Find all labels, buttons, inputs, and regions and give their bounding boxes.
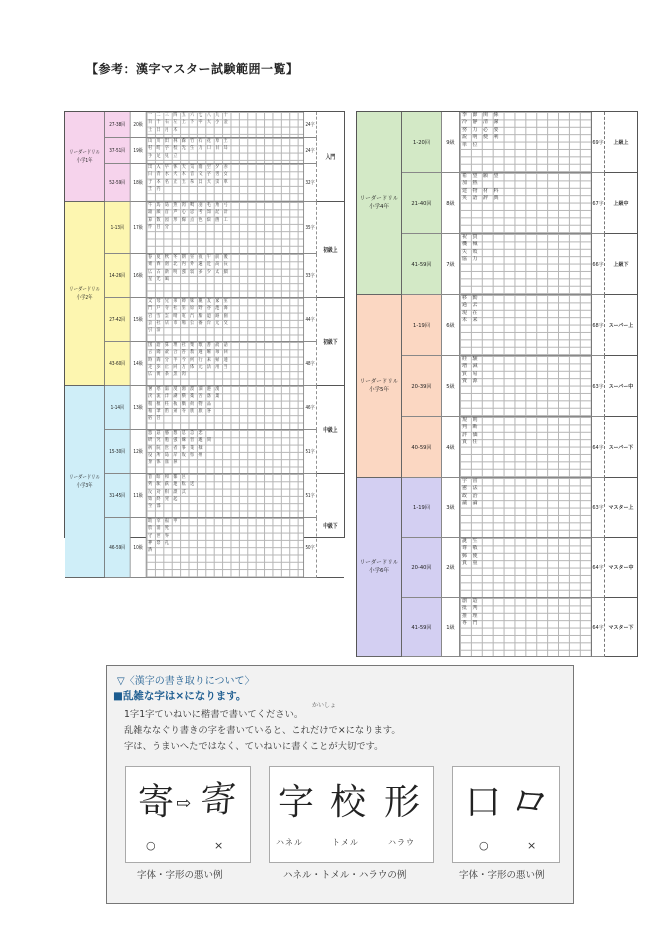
kanji-row: 祝賀 — [462, 234, 484, 240]
range-cell: 14-26回 — [105, 254, 131, 298]
count-cell: 66字 — [592, 234, 605, 295]
example-glyph-wrong: 寄 — [198, 777, 238, 824]
kanji-row: 加熱 — [462, 180, 484, 187]
kyu-cell: 4級 — [442, 417, 460, 478]
count-cell: 51字 — [304, 430, 317, 474]
range-cell: 1-20回 — [402, 112, 442, 173]
left-range-table — [64, 111, 345, 554]
kyu-cell: 18級 — [131, 164, 147, 202]
kanji-row: 走歩止同方体元活用当 — [148, 363, 233, 370]
kanji-row: 守世界 — [148, 532, 174, 539]
kanji-row: 決流洋湖横薬苦落葉 — [148, 393, 224, 400]
kanji-row: 責任 — [462, 439, 484, 446]
count-cell: 63字 — [592, 478, 605, 538]
kyu-cell: 10級 — [131, 518, 147, 578]
kanji-row: 門戸寺社里原野谷池海 — [148, 305, 233, 312]
kanji-row: 現在 — [462, 309, 484, 316]
kanji-grid — [460, 356, 592, 417]
kanji-row: 英語辞典 — [462, 195, 505, 202]
kanji-row: 東西南北内外遠近高長 — [148, 261, 233, 268]
instruction-line-3: 字は、うまいへたではなく、ていねいに書くことが大切です。 — [124, 741, 384, 752]
kanji-row: 箱筆笛第等族旅客 — [148, 407, 216, 414]
kanji-row: 村町学校先生力口目耳 — [148, 145, 233, 152]
level-cell: 中級上 — [317, 386, 344, 474]
kanji-grid — [147, 430, 304, 474]
instruction-line-2: 乱雑ななぐり書きの字を書いていると、これだけで×になります。 — [124, 725, 401, 736]
kanji-row: 過去 — [462, 302, 484, 309]
kanji-row: 貿易 — [462, 370, 484, 377]
kanji-row: 機械 — [462, 241, 484, 248]
kanji-row: 貴重 — [462, 560, 484, 567]
count-cell: 64字 — [592, 417, 605, 478]
count-cell: 68字 — [592, 295, 605, 356]
kanji-grid — [147, 112, 304, 138]
kanji-row: 暑寒温度湯波油港漢 — [148, 386, 224, 392]
kanji-row: 広古新明強弱多少太細 — [148, 268, 233, 275]
count-cell: 63字 — [592, 356, 605, 417]
kanji-row: 創造 — [462, 598, 484, 604]
kyu-cell: 1級 — [442, 598, 460, 657]
kyu-cell: 6級 — [442, 295, 460, 356]
example-glyph-correct: 寄 — [138, 782, 175, 823]
kanji-grid — [460, 598, 592, 657]
level-cell: 上級下 — [605, 234, 637, 295]
range-cell: 27-42回 — [105, 298, 131, 342]
kanji-row: 単位 — [462, 141, 484, 148]
count-cell: 64字 — [592, 538, 605, 598]
kanji-row: 憲法 — [462, 485, 484, 492]
kanji-row: 規則 — [462, 417, 484, 423]
correct-mark: ○ — [479, 839, 489, 852]
range-cell: 40-59回 — [402, 417, 442, 478]
count-cell: 32字 — [304, 164, 317, 202]
level-cell: スーパー下 — [605, 417, 637, 478]
kanji-row: 増減 — [462, 363, 484, 370]
level-cell: 初級上 — [317, 202, 344, 298]
kanji-row: 判断 — [462, 424, 484, 431]
kanji-grid — [147, 342, 304, 386]
kanji-grid — [147, 474, 304, 518]
count-cell: 35字 — [304, 202, 317, 254]
kanji-grid — [147, 138, 304, 164]
kanji-row: 神祭礼 — [148, 539, 174, 546]
left-table-body — [65, 112, 344, 554]
level-cell: 中級下 — [317, 474, 344, 578]
kanji-row: 全部 — [148, 503, 165, 510]
kanji-row: 推理 — [462, 612, 484, 619]
range-cell: 31-45回 — [105, 474, 131, 518]
note-haneru: ハネル — [276, 838, 303, 847]
count-cell: 33字 — [304, 254, 317, 298]
kanji-row: 始終発起 — [148, 495, 182, 502]
kanji-row: 出入早休天気雨空夕赤 — [148, 164, 233, 170]
range-cell: 52-59回 — [105, 164, 131, 202]
kanji-row: 議論 — [462, 500, 484, 507]
count-cell: 67字 — [592, 173, 605, 234]
kanji-row: 移動 — [462, 295, 484, 301]
kanji-grid — [460, 173, 592, 234]
kanji-row: 会社店市場公番台元交 — [148, 319, 233, 326]
kanji-row: 助幸福申 — [148, 518, 182, 524]
kanji-grid — [147, 202, 304, 254]
count-cell: 24字 — [304, 138, 317, 164]
kanji-row: 時間分半今何行来帰通 — [148, 356, 233, 363]
range-cell: 20-39回 — [402, 356, 442, 417]
kanji-row: 作自分 — [148, 223, 174, 230]
kanji-grid — [147, 164, 304, 202]
kanji-row: 白青水火木音文字男女 — [148, 171, 233, 178]
kanji-row: 資源 — [462, 378, 484, 385]
range-cell: 41-59回 — [402, 234, 442, 295]
count-cell: 51字 — [304, 474, 317, 518]
kanji-row: 牛馬鳥魚肉鳴羽毛角弓 — [148, 202, 233, 208]
example-panel-bad-form — [125, 766, 251, 863]
range-cell: 21-40回 — [402, 173, 442, 234]
kanji-row: 放消死 — [148, 525, 174, 532]
kyu-cell: 3級 — [442, 478, 460, 538]
kyu-cell: 7級 — [442, 234, 460, 295]
range-cell: 27-38回 — [105, 112, 131, 138]
grade-label: リーダードリル 小学3年 — [65, 386, 105, 578]
wrong-mark: × — [214, 839, 224, 852]
range-cell: 46-59回 — [105, 518, 131, 578]
kanji-grid — [147, 386, 304, 430]
kanji-grid — [460, 478, 592, 538]
kanji-row: 批判 — [462, 605, 484, 612]
example-glyph-kou: 校 — [330, 782, 367, 823]
range-cell: 1-14回 — [105, 386, 131, 430]
kanji-row: 誕生 — [462, 538, 484, 544]
kanji-row: 算数図形線点色絵画工 — [148, 216, 233, 223]
kanji-row: 昔昭和都区 — [148, 474, 191, 480]
note-harau: ハラウ — [388, 838, 415, 847]
handwriting-notice-box — [106, 665, 574, 904]
kanji-row: 父母兄弟姉妹親友家室 — [148, 298, 233, 304]
kyu-cell: 5級 — [442, 356, 460, 417]
kanji-row: 冷静清潔 — [462, 119, 505, 126]
example-panel-stroke-ends — [269, 766, 434, 863]
correct-mark: ○ — [146, 839, 156, 852]
kanji-row: 宿宮 — [148, 415, 165, 422]
kyu-cell: 8級 — [442, 173, 460, 234]
kyu-cell: 14級 — [131, 342, 147, 386]
count-cell: 46字 — [304, 386, 317, 430]
example-panel-bad-form-2 — [452, 766, 560, 863]
grade-label: リーダードリル 小学2年 — [65, 202, 105, 386]
kyu-cell: 19級 — [131, 138, 147, 164]
kyu-cell: 12級 — [131, 430, 147, 474]
kanji-row: 手足見立 — [148, 152, 182, 159]
kanji-row: 説明便利 — [462, 134, 505, 141]
kanji-row: 身体血鼻 — [148, 459, 182, 466]
kanji-row: 未来 — [462, 317, 484, 324]
range-cell: 1-19回 — [402, 295, 442, 356]
example-caption-1: 字体・字形の悪い例 — [137, 870, 223, 881]
kanji-row: 努力必要 — [462, 126, 505, 133]
kanji-row: 宇宙 — [462, 478, 484, 484]
kanji-grid — [460, 538, 592, 598]
wrong-mark: × — [527, 839, 537, 852]
kanji-row: 反対相談式 — [148, 488, 191, 495]
kyu-cell: 11級 — [131, 474, 147, 518]
range-cell: 37-51回 — [105, 138, 131, 164]
kanji-row: 土日月木 — [148, 126, 182, 133]
count-cell: 48字 — [304, 342, 317, 386]
grade-label: リーダードリル 小学1年 — [65, 112, 105, 202]
range-cell: 41-59回 — [402, 598, 442, 657]
kanji-row: 建物材料 — [462, 187, 505, 194]
kanji-row: 希望願望 — [462, 173, 505, 179]
kanji-row: 一二三四五六七八九十 — [148, 112, 233, 118]
kanji-row: 山川田林森竹石花草王 — [148, 138, 233, 144]
kyu-cell: 17級 — [131, 202, 147, 254]
kanji-row: 引活 — [148, 327, 165, 334]
instruction-line-1: 1字1字ていねいに楷書で書いてください。 — [124, 709, 304, 720]
example-glyph-kuchi-correct: 口 — [465, 782, 502, 823]
count-cell: 69字 — [592, 112, 605, 173]
kanji-grid — [147, 298, 304, 342]
example-caption-2: ハネル・トメル・ハラウの例 — [283, 870, 407, 881]
kanji-row: 経験 — [462, 356, 484, 362]
kanji-row: 専門 — [462, 620, 484, 627]
level-cell: スーパー中 — [605, 356, 637, 417]
range-cell: 1-13回 — [105, 202, 131, 254]
arrow-right-icon: ⇨ — [176, 793, 192, 814]
kanji-row: 協力 — [462, 256, 484, 263]
range-cell: 15-30回 — [105, 430, 131, 474]
grade-label: リーダードリル 小学5年 — [357, 295, 402, 478]
kanji-grid — [147, 254, 304, 298]
note-tomeru: トメル — [332, 838, 359, 847]
kanji-row: 根植柱板橋荷物品 — [148, 400, 216, 407]
range-cell: 1-19回 — [402, 478, 442, 538]
kanji-row: 悪意感想息急悲 — [148, 430, 207, 436]
level-cell: マスター上 — [605, 478, 637, 538]
kyu-cell: 2級 — [442, 538, 460, 598]
kanji-grid — [147, 518, 304, 578]
range-cell: 20-40回 — [402, 538, 442, 598]
handwriting-heading: ■乱雑な字は×になります。 — [113, 690, 247, 702]
range-cell: 43-60回 — [105, 342, 131, 386]
kanji-row: 尊敬 — [462, 545, 484, 552]
count-cell: 64字 — [592, 598, 605, 657]
kanji-row: 百千右左上下中大小金 — [148, 119, 233, 126]
kanji-row: 頭顔首声心思考知記計 — [148, 209, 233, 216]
kanji-grid — [460, 112, 592, 173]
level-cell: マスター中 — [605, 538, 637, 598]
level-cell: スーパー上 — [605, 295, 637, 356]
kanji-row: 岩雪雲晴電汽船道路園 — [148, 312, 233, 319]
kanji-row: 国語算理社楽歌書読話 — [148, 342, 233, 348]
kanji-row: 広黄茶黒肉 — [148, 371, 191, 378]
kanji-row: 郵便 — [462, 552, 484, 559]
kanji-row: 星光風 — [148, 275, 174, 282]
grade-label: リーダードリル 小学4年 — [357, 112, 402, 295]
level-cell: 初級下 — [317, 298, 344, 386]
kyu-cell: 16級 — [131, 254, 147, 298]
kanji-row: 役所島岸坂県州 — [148, 451, 207, 458]
grade-label: リーダードリル 小学6年 — [357, 478, 402, 657]
level-cell: 上級中 — [605, 173, 637, 234]
count-cell: 50字 — [304, 518, 317, 578]
kanji-row: 王円 — [148, 185, 165, 192]
example-caption-3: 字体・字形の悪い例 — [459, 870, 545, 881]
kanji-row: 列駅鉄運転送 — [148, 481, 199, 488]
kyu-cell: 15級 — [131, 298, 147, 342]
kanji-row: 失敗 — [462, 248, 484, 255]
right-range-table — [356, 111, 638, 657]
handwriting-title: ▽〈漢字の書き取りについて〉 — [117, 676, 255, 687]
level-cell: マスター下 — [605, 598, 637, 657]
count-cell: 44字 — [304, 298, 317, 342]
ruby-kaisho: かいしょ — [312, 702, 337, 709]
kanji-grid — [460, 417, 592, 478]
page-title: 【参考：漢字マスター試験範囲一覧】 — [86, 62, 299, 76]
kanji-row: 子本名正玉糸貝犬虫車 — [148, 178, 233, 185]
kanji-row: 政治 — [462, 492, 484, 499]
kyu-cell: 9級 — [442, 112, 460, 173]
example-glyph-kuchi-wrong: ロ — [503, 780, 555, 825]
count-cell: 24字 — [304, 112, 317, 138]
kanji-row: 評価 — [462, 431, 484, 438]
kanji-row: 病院医者事業様 — [148, 444, 207, 451]
kanji-row: 季節関係 — [462, 112, 505, 118]
level-cell: 入門 — [317, 112, 344, 202]
kanji-grid — [460, 295, 592, 356]
kanji-grid — [460, 234, 592, 295]
example-glyph-ji: 字 — [278, 782, 315, 823]
kyu-cell: 20級 — [131, 112, 147, 138]
example-glyph-kei: 形 — [384, 782, 421, 823]
level-cell: 上級上 — [605, 112, 637, 173]
kanji-row: 春夏秋冬朝昼夜午前後 — [148, 254, 233, 260]
kyu-cell: 13級 — [131, 386, 147, 430]
kanji-row: 研究勉強練習題問 — [148, 437, 216, 444]
kanji-row: 酒 — [148, 547, 157, 554]
kanji-row: 言聞読合答教週曜毎回 — [148, 349, 233, 356]
